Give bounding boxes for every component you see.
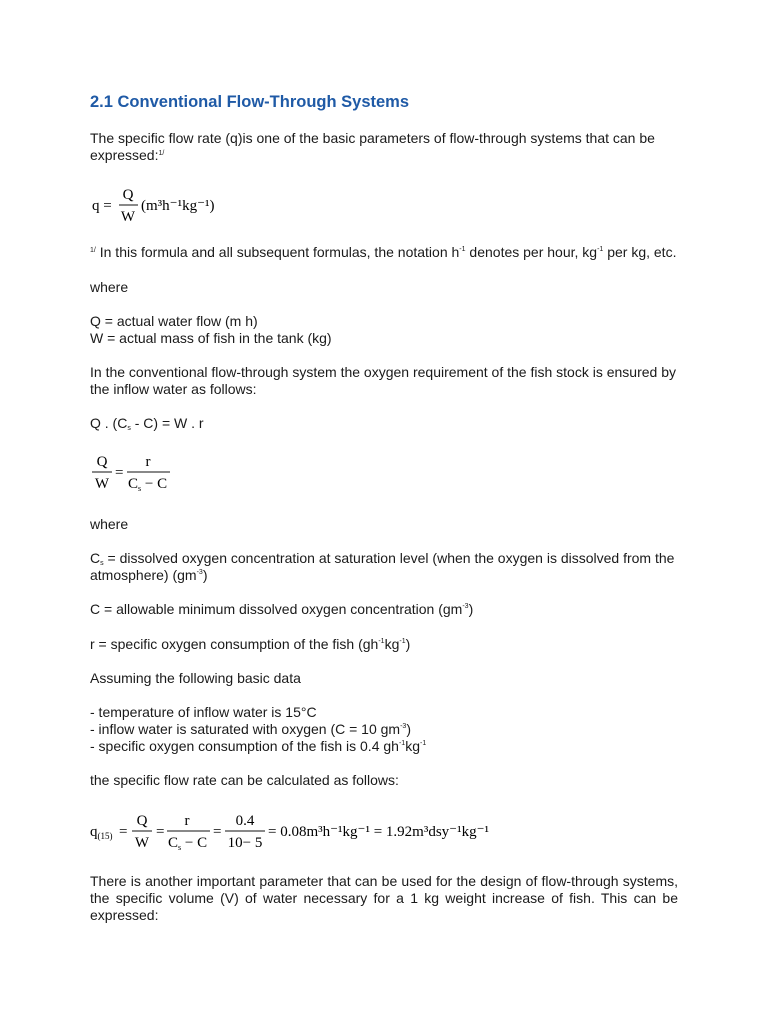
definition-Q: Q = actual water flow (m h) bbox=[90, 313, 258, 329]
intro-paragraph bbox=[90, 130, 678, 164]
basic-data-item-temperature: - temperature of inflow water is 15°C bbox=[90, 704, 317, 720]
formula-1-numerator: Q bbox=[122, 187, 134, 203]
bullet-2-superscript: -3 bbox=[400, 723, 407, 730]
balance-subscript: s bbox=[127, 425, 131, 432]
intro-text: The specific flow rate (q)is one of the basic parameters of flow-through systems that can be expressed: bbox=[90, 130, 655, 163]
bullet-3-text-a: - specific oxygen consumption of the fish is 0.4 gh bbox=[90, 738, 399, 754]
def-r-superscript-1: -1 bbox=[378, 638, 385, 645]
definition-W: W = actual mass of fish in the tank (kg) bbox=[90, 330, 332, 346]
bullet-3-superscript-2: -1 bbox=[419, 740, 427, 747]
formula-2-numerator-1: Q bbox=[96, 454, 108, 470]
balance-text-b: - C) = W . r bbox=[130, 415, 204, 431]
definition-r bbox=[90, 636, 678, 653]
def-cs-subscript: s bbox=[100, 560, 104, 567]
section-heading: 2.1 Conventional Flow-Through Systems bbox=[90, 93, 410, 111]
footnote-sup-2: -1 bbox=[597, 246, 604, 253]
def-cs-text-c: ) bbox=[202, 567, 208, 583]
formula-ratio bbox=[90, 448, 210, 498]
where-label-1: where bbox=[90, 279, 129, 295]
bullet-3-text-b: kg bbox=[405, 738, 420, 754]
conventional-system-paragraph: In the conventional flow-through system the oxygen requirement of the fish stock is ensured by the inflow water as follows: bbox=[90, 364, 676, 397]
formula-3-frac1-numerator: Q bbox=[136, 813, 148, 829]
def-c-text-b: ) bbox=[468, 601, 474, 617]
document-page bbox=[90, 0, 678, 1024]
formula-2-denominator-1: W bbox=[94, 476, 110, 492]
formula-3-frac3-numerator: 0.4 bbox=[235, 813, 255, 829]
footnote-sup-1: -1 bbox=[459, 246, 466, 253]
footnote-mark: 1/ bbox=[90, 247, 96, 254]
definition-C bbox=[90, 601, 678, 618]
formula-3-svg bbox=[90, 806, 490, 856]
formula-2-svg bbox=[90, 448, 210, 498]
formula-3-frac3-denominator: 10− 5 bbox=[227, 835, 263, 851]
formula-2-denominator-2: $C_s - C$ bbox=[128, 476, 168, 493]
footnote-text-b: denotes per hour, kg bbox=[465, 244, 598, 260]
formula-3-frac2-numerator: r bbox=[184, 813, 190, 829]
footnote-text-a: In this formula and all subsequent formulas, the notation h bbox=[95, 244, 460, 260]
def-r-text-b: kg bbox=[384, 636, 400, 652]
def-r-superscript-2: -1 bbox=[399, 638, 406, 645]
formula-3-frac1-denominator: W bbox=[134, 835, 150, 851]
balance-text-a: Q . (C bbox=[90, 415, 128, 431]
formula-3-lhs: $q_{(15)}$ bbox=[90, 824, 113, 841]
def-r-text-a: r = specific oxygen consumption of the fish (gh bbox=[90, 636, 379, 652]
formula-2-numerator-2: r bbox=[145, 454, 151, 470]
formula-3-equals-3: = bbox=[213, 824, 222, 840]
formula-specific-flow-calculation bbox=[90, 806, 490, 856]
oxygen-balance-equation bbox=[90, 415, 678, 432]
formula-1-denominator: W bbox=[120, 209, 136, 225]
def-r-text-c: ) bbox=[405, 636, 411, 652]
def-c-text-a: C = allowable minimum dissolved oxygen concentration (gm bbox=[90, 601, 463, 617]
formula-3-frac2-denominator: $C_s - C$ bbox=[168, 835, 208, 852]
formula-3-equals-1: = bbox=[119, 824, 128, 840]
bullet-3-superscript-1: -1 bbox=[398, 740, 406, 747]
bullet-2-text-b: ) bbox=[406, 721, 411, 737]
intro-footnote-mark: 1/ bbox=[158, 150, 165, 157]
calculation-intro: the specific flow rate can be calculated as follows: bbox=[90, 772, 399, 788]
footnote-paragraph bbox=[90, 244, 678, 261]
formula-3-equals-2: = bbox=[156, 824, 165, 840]
definition-Cs bbox=[90, 550, 678, 584]
where-label-2: where bbox=[90, 516, 129, 532]
formula-1-units: (m³h⁻¹kg⁻¹) bbox=[141, 198, 215, 214]
formula-2-equals: = bbox=[115, 465, 124, 481]
basic-data-item-saturation bbox=[90, 721, 678, 738]
formula-1-lhs: q = bbox=[92, 198, 112, 214]
def-c-superscript: -3 bbox=[462, 603, 469, 610]
def-cs-superscript: -3 bbox=[196, 569, 203, 576]
footnote-text-c: per kg, etc. bbox=[603, 244, 677, 260]
bullet-2-text-a: - inflow water is saturated with oxygen (C = 10 gm bbox=[90, 721, 401, 737]
formula-specific-flow-rate bbox=[90, 180, 290, 228]
formula-3-result: = 0.08m³h⁻¹kg⁻¹ = 1.92m³dsy⁻¹kg⁻¹ bbox=[268, 824, 489, 840]
assuming-label: Assuming the following basic data bbox=[90, 670, 301, 686]
basic-data-item-consumption bbox=[90, 738, 678, 755]
def-cs-text-a: C bbox=[90, 550, 101, 566]
formula-1-svg bbox=[90, 180, 290, 228]
final-paragraph: There is another important parameter that can be used for the design of flow-through systems, the specific volume (V) of water necessary for a 1 kg weight increase of fish. This can be expressed: bbox=[90, 873, 678, 923]
def-cs-text-b: = dissolved oxygen concentration at saturation level (when the oxygen is dissolved from the atmosphere) (gm bbox=[90, 550, 675, 583]
